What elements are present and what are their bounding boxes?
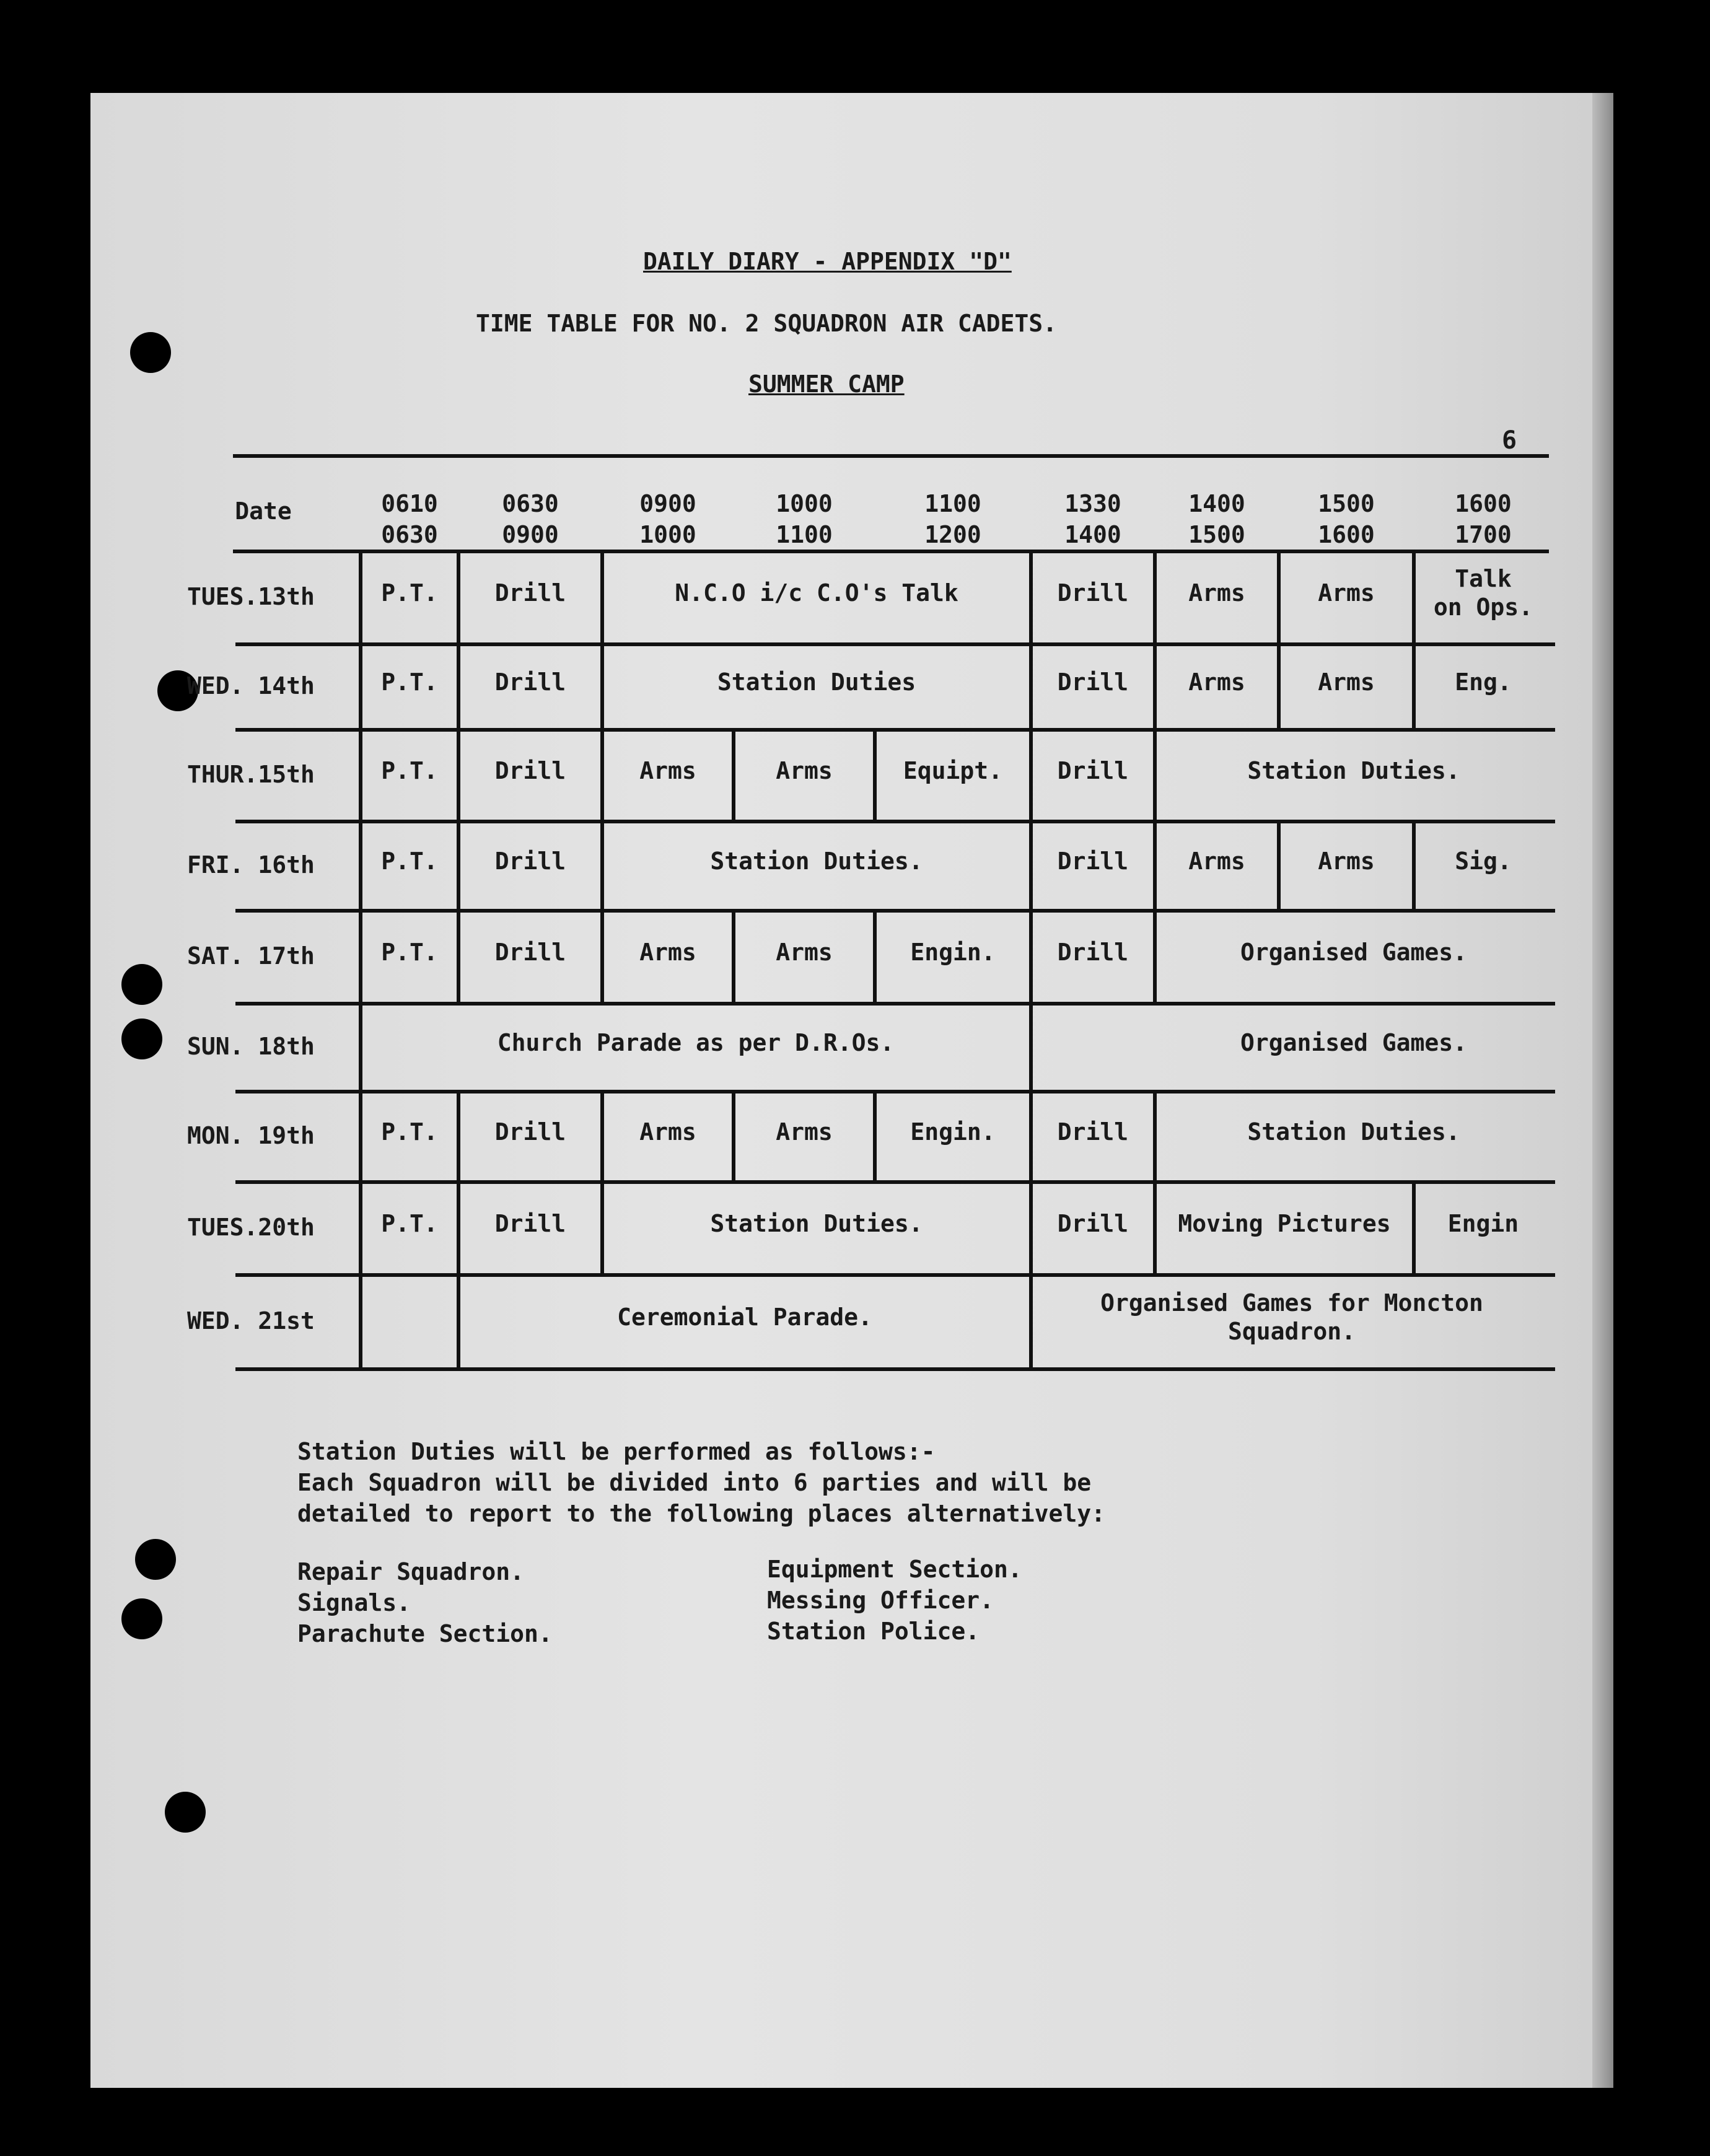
- schedule-cell: [875, 1118, 1031, 1146]
- schedule-cell: [1031, 1209, 1155, 1238]
- cell-text: Drill: [1057, 579, 1129, 607]
- period-end: 1600: [1318, 521, 1375, 548]
- section-title: SUMMER CAMP: [748, 370, 905, 398]
- cell-text: P.T.: [381, 1210, 438, 1237]
- schedule-cell: [458, 1118, 602, 1146]
- schedule-cell: [602, 1209, 1031, 1238]
- cell-text: Eng.: [1455, 668, 1512, 696]
- schedule-cell: [458, 1303, 1031, 1331]
- period-end: 1100: [776, 521, 833, 548]
- schedule-cell: [602, 668, 1031, 696]
- date-column-header: Date: [235, 497, 292, 525]
- schedule-cell: [1155, 1028, 1553, 1057]
- day-label: WED. 14th: [187, 672, 315, 699]
- period-start: 1600: [1455, 490, 1512, 517]
- period-start: 1400: [1188, 490, 1245, 517]
- cell-text: Talk: [1455, 565, 1512, 592]
- period-start: 1000: [776, 490, 833, 517]
- cell-text: Drill: [1057, 757, 1129, 784]
- schedule-cell: [734, 756, 875, 785]
- schedule-cell: [602, 1118, 734, 1146]
- schedule-cell: [875, 756, 1031, 785]
- duty-place: Station Police.: [767, 1618, 980, 1645]
- day-label: MON. 19th: [187, 1122, 315, 1149]
- day-label: TUES.13th: [187, 583, 315, 610]
- cell-text: Church Parade as per D.R.Os.: [497, 1029, 895, 1056]
- schedule-cell: [361, 847, 458, 875]
- period-start: 1100: [924, 490, 981, 517]
- period-header: [1279, 488, 1414, 550]
- schedule-cell: [1155, 579, 1279, 607]
- schedule-cell: [361, 579, 458, 607]
- duty-place: Parachute Section.: [297, 1620, 553, 1647]
- schedule-cell: [1031, 1289, 1553, 1346]
- cell-text: Arms: [639, 757, 696, 784]
- cell-text: Engin.: [910, 939, 996, 966]
- day-label: TUES.20th: [187, 1214, 315, 1241]
- period-start: 0900: [639, 490, 696, 517]
- period-header: [1031, 488, 1155, 550]
- cell-text: P.T.: [381, 757, 438, 784]
- cell-text: Organised Games for Moncton: [1100, 1289, 1483, 1317]
- period-end: 1700: [1455, 521, 1512, 548]
- cell-text: Arms: [1188, 579, 1245, 607]
- document-title: DAILY DIARY - APPENDIX "D": [643, 248, 1012, 275]
- cell-text: P.T.: [381, 848, 438, 875]
- cell-text: Arms: [1188, 848, 1245, 875]
- cell-text: Arms: [1318, 668, 1375, 696]
- cell-text: Drill: [494, 757, 566, 784]
- period-header: [458, 488, 602, 550]
- cell-text: P.T.: [381, 579, 438, 607]
- schedule-cell: [361, 668, 458, 696]
- schedule-cell: [1414, 1209, 1553, 1238]
- cell-text: Drill: [494, 579, 566, 607]
- cell-text: Drill: [1057, 848, 1129, 875]
- cell-text: Drill: [1057, 1210, 1129, 1237]
- cell-text: Station Duties: [717, 668, 916, 696]
- schedule-cell: [458, 756, 602, 785]
- cell-text: Moving Pictures: [1178, 1210, 1391, 1237]
- duty-places-left: [297, 1556, 553, 1649]
- schedule-cell: [361, 756, 458, 785]
- period-end: 1400: [1064, 521, 1121, 548]
- period-start: 0610: [381, 490, 438, 517]
- schedule-cell: [602, 579, 1031, 607]
- schedule-cell: [1031, 579, 1155, 607]
- schedule-cell: [458, 1209, 602, 1238]
- duty-place: Messing Officer.: [767, 1587, 994, 1614]
- cell-text: Station Duties.: [710, 848, 923, 875]
- day-label: FRI. 16th: [187, 851, 315, 879]
- period-end: 1200: [924, 521, 981, 548]
- cell-text: Engin: [1447, 1210, 1519, 1237]
- schedule-cell: [1155, 668, 1279, 696]
- day-label: THUR.15th: [187, 761, 315, 788]
- day-label: SUN. 18th: [187, 1033, 315, 1060]
- cell-text: Squadron.: [1228, 1318, 1356, 1345]
- schedule-cell: [875, 938, 1031, 966]
- schedule-cell: [1414, 668, 1553, 696]
- cell-text: Arms: [776, 1118, 833, 1146]
- schedule-cell: [458, 938, 602, 966]
- cell-text: Engin.: [910, 1118, 996, 1146]
- schedule-cell: [458, 579, 602, 607]
- note-line: Each Squadron will be divided into 6 parties and will be: [297, 1469, 1092, 1496]
- cell-text: Drill: [1057, 939, 1129, 966]
- cell-text: Arms: [639, 939, 696, 966]
- schedule-cell: [361, 938, 458, 966]
- schedule-cell: [361, 1028, 1031, 1057]
- cell-text: Drill: [494, 668, 566, 696]
- duty-place: Repair Squadron.: [297, 1558, 525, 1585]
- cell-text: Arms: [639, 1118, 696, 1146]
- period-header: [1155, 488, 1279, 550]
- cell-text: Arms: [1318, 579, 1375, 607]
- page-number: 6: [1502, 426, 1517, 455]
- cell-text: Equipt.: [903, 757, 1003, 784]
- schedule-cell: [602, 756, 734, 785]
- note-line: Station Duties will be performed as follows:-: [297, 1438, 936, 1465]
- schedule-cell: [602, 938, 734, 966]
- schedule-cell: [734, 938, 875, 966]
- cell-text: P.T.: [381, 668, 438, 696]
- schedule-cell: [1279, 847, 1414, 875]
- duty-place: Equipment Section.: [767, 1556, 1022, 1583]
- period-header: [1414, 488, 1553, 550]
- schedule-cell: [1031, 847, 1155, 875]
- period-header: [875, 488, 1031, 550]
- schedule-cell: [458, 847, 602, 875]
- cell-text: on Ops.: [1433, 594, 1533, 621]
- schedule-cell: [1155, 1209, 1414, 1238]
- cell-text: P.T.: [381, 1118, 438, 1146]
- cell-text: Arms: [776, 939, 833, 966]
- period-header: [361, 488, 458, 550]
- schedule-cell: [1031, 756, 1155, 785]
- schedule-cell: [1414, 564, 1553, 621]
- cell-text: Station Duties.: [1247, 1118, 1460, 1146]
- period-header: [734, 488, 875, 550]
- cell-text: Drill: [494, 1210, 566, 1237]
- period-header: [602, 488, 734, 550]
- cell-text: Drill: [494, 1118, 566, 1146]
- document-subtitle: TIME TABLE FOR NO. 2 SQUADRON AIR CADETS.: [476, 310, 1057, 337]
- period-start: 1500: [1318, 490, 1375, 517]
- period-end: 0900: [502, 521, 559, 548]
- schedule-cell: [1414, 847, 1553, 875]
- duty-place: Signals.: [297, 1589, 411, 1616]
- schedule-cell: [1155, 847, 1279, 875]
- schedule-cell: [1155, 938, 1553, 966]
- schedule-cell: [458, 668, 602, 696]
- period-end: 0630: [381, 521, 438, 548]
- schedule-cell: [361, 1118, 458, 1146]
- cell-text: Drill: [494, 848, 566, 875]
- schedule-cell: [602, 847, 1031, 875]
- cell-text: Drill: [1057, 668, 1129, 696]
- period-end: 1000: [639, 521, 696, 548]
- cell-text: Arms: [1318, 848, 1375, 875]
- station-duties-notes: [297, 1436, 1105, 1529]
- schedule-cell: [1031, 1118, 1155, 1146]
- cell-text: Sig.: [1455, 848, 1512, 875]
- schedule-cell: [361, 1209, 458, 1238]
- cell-text: Drill: [494, 939, 566, 966]
- cell-text: Drill: [1057, 1118, 1129, 1146]
- schedule-cell: [1279, 668, 1414, 696]
- cell-text: N.C.O i/c C.O's Talk: [675, 579, 958, 607]
- schedule-cell: [1279, 579, 1414, 607]
- cell-text: Organised Games.: [1240, 939, 1468, 966]
- schedule-cell: [1155, 756, 1553, 785]
- note-line: detailed to report to the following places alternatively:: [297, 1500, 1106, 1527]
- day-label: SAT. 17th: [187, 942, 315, 970]
- duty-places-right: [767, 1554, 1022, 1647]
- cell-text: Organised Games.: [1240, 1029, 1468, 1056]
- cell-text: Arms: [776, 757, 833, 784]
- schedule-cell: [1155, 1118, 1553, 1146]
- cell-text: Station Duties.: [1247, 757, 1460, 784]
- cell-text: Station Duties.: [710, 1210, 923, 1237]
- schedule-cell: [1031, 938, 1155, 966]
- cell-text: Arms: [1188, 668, 1245, 696]
- schedule-cell: [734, 1118, 875, 1146]
- cell-text: P.T.: [381, 939, 438, 966]
- day-label: WED. 21st: [187, 1307, 315, 1334]
- cell-text: Ceremonial Parade.: [617, 1304, 872, 1331]
- schedule-cell: [1031, 668, 1155, 696]
- period-end: 1500: [1188, 521, 1245, 548]
- period-start: 0630: [502, 490, 559, 517]
- period-start: 1330: [1064, 490, 1121, 517]
